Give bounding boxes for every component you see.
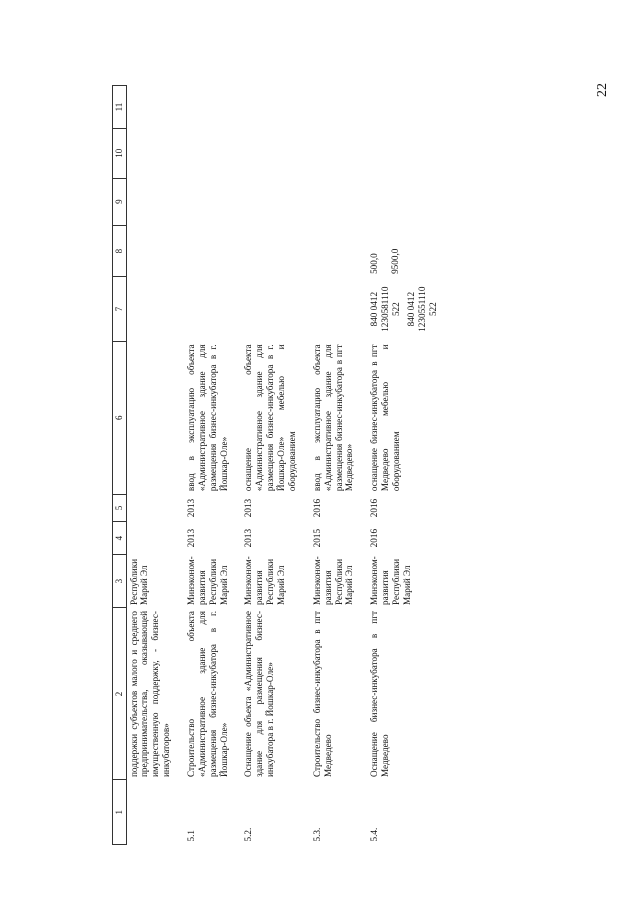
amount (363, 225, 446, 277)
table-row (180, 86, 237, 845)
header-cell: 9 (113, 178, 127, 225)
row-number (126, 780, 180, 845)
end-year: 2013 (186, 498, 197, 518)
amount-1: 500,0 (369, 253, 380, 274)
table-row (126, 86, 180, 845)
activity-name: Оснащение бизнес-инкубатора в пгт Медведево (369, 611, 391, 777)
header-cell: 11 (113, 86, 127, 129)
executor: Минэконом-развития Республики Марий Эл (186, 556, 229, 605)
end-year: 2016 (369, 498, 380, 518)
rotated-table-container (112, 85, 552, 845)
executor: Минэконом-развития Республики Марий Эл (369, 556, 412, 605)
end-year: 2013 (243, 498, 254, 518)
budget-code (180, 277, 237, 342)
executor: Минэконом-развития Республики Марий Эл (243, 556, 287, 605)
start-year: 2013 (243, 528, 254, 548)
table-row (306, 86, 363, 845)
header-cell: 8 (113, 225, 127, 277)
table-row (237, 86, 305, 845)
header-cell: 2 (113, 608, 127, 780)
activity-name: Оснащение объекта «Административное здание для размещения бизнес-инкубатора в г. Йошкар-Оле» (243, 611, 276, 777)
budget-code (306, 277, 363, 342)
executor: Минэконом-развития Республики Марий Эл (311, 556, 355, 605)
header-cell: 10 (113, 129, 127, 178)
budget-code (237, 277, 305, 342)
header-cell: 6 (113, 341, 127, 494)
amount (306, 225, 363, 277)
amount-2: 9500,0 (390, 248, 401, 274)
budget-code-2: 840 0412 1230551110 522 (405, 286, 438, 332)
page-number: 22 (595, 83, 610, 97)
amount (237, 225, 305, 277)
executor: Республики Марий Эл (128, 558, 150, 605)
table-row (363, 86, 446, 845)
header-cell: 3 (113, 554, 127, 608)
activity-name: Строительство объекта «Административное здание для размещения бизнес-инкубатора в г. Йошкар-Оле» (186, 611, 229, 777)
row-number: 5.2. (243, 827, 254, 842)
row-number: 5.1 (186, 830, 197, 842)
row-number: 5.3. (311, 827, 322, 842)
header-cell: 5 (113, 494, 127, 522)
expected-result: оснащение бизнес-инкубатора в пгт Медведево мебелью и оборудованием (369, 344, 401, 492)
start-year: 2013 (186, 528, 197, 548)
activity-name: поддержки субъектов малого и среднего предпринимательства, оказывающей имущественную поддержку, - бизнес-инкубаторов» (128, 611, 172, 777)
row-number: 5.4. (369, 827, 380, 842)
header-row (113, 86, 127, 845)
expected-result: оснащение объекта «Административное здание для размещения бизнес-инкубатора в г. Йошкар-Оле» мебелью и оборудованием (243, 344, 297, 492)
activity-name: Строительство бизнес-инкубатора в пгт Медведево (311, 611, 333, 777)
end-year: 2016 (311, 498, 322, 518)
expected-result: ввод в эксплуатацию объекта «Административное здание для размещения бизнес-инкубатора в пгт Медведево» (311, 344, 355, 492)
amount (180, 225, 237, 277)
expected-result: ввод в эксплуатацию объекта «Административное здание для размещения бизнес-инкубатора в г. Йошкар-Оле» (186, 344, 229, 492)
budget-code (363, 277, 446, 342)
header-cell: 1 (113, 780, 127, 845)
budget-code-1: 840 0412 1230581110 522 (369, 286, 401, 332)
program-table (112, 85, 446, 845)
header-cell: 4 (113, 522, 127, 554)
start-year: 2016 (369, 528, 380, 548)
start-year: 2015 (311, 528, 322, 548)
header-cell: 7 (113, 277, 127, 342)
